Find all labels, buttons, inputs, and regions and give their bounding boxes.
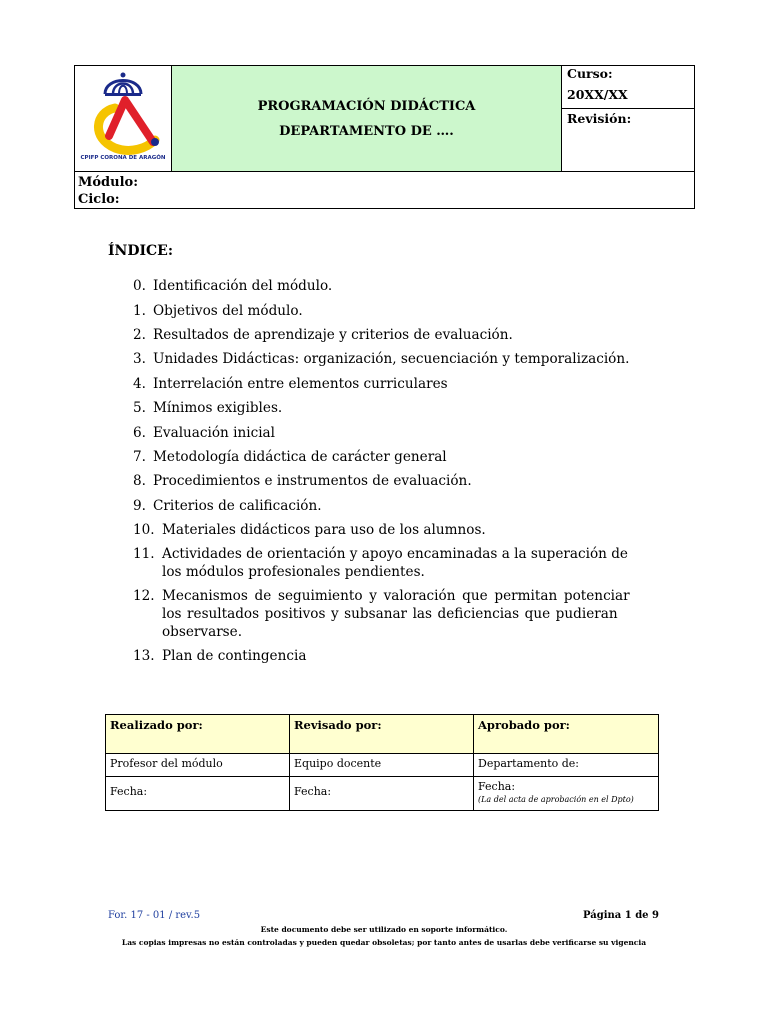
- index-item-number: 12.: [133, 588, 155, 604]
- realizado-fecha: Fecha:: [106, 777, 290, 810]
- index-item-text: Identificación del módulo.: [153, 278, 333, 294]
- revision-label: Revisión:: [567, 111, 632, 126]
- index-item-number: 6.: [133, 425, 146, 441]
- curso-value: 20XX/XX: [567, 87, 628, 102]
- index-title: ÍNDICE:: [108, 243, 174, 259]
- revisado-value: Equipo docente: [290, 754, 474, 777]
- index-item-text: Interrelación entre elementos curriculares: [153, 376, 448, 392]
- index-item-number: 5.: [133, 400, 146, 416]
- document-title-cell: [172, 66, 562, 171]
- index-item-number: 9.: [133, 498, 146, 514]
- index-item-text: Mínimos exigibles.: [153, 400, 283, 416]
- index-item-text: Mecanismos de seguimiento y valoración que permitan potenciar: [162, 588, 630, 604]
- fecha-note: (La del acta de aprobación en el Dpto): [478, 795, 634, 804]
- logo-text: CPIFP CORONA DE ARAGÓN: [80, 155, 166, 161]
- index-item-number: 10.: [133, 522, 155, 538]
- footer-note-2: Las copias impresas no están controladas y pueden quedar obsoletas; por tanto antes de usarlas debe verificarse su vigencia: [121, 938, 647, 947]
- revisado-header: Revisado por:: [290, 715, 474, 754]
- index-item-text: los módulos profesionales pendientes.: [162, 564, 425, 580]
- document-title: PROGRAMACIÓN DIDÁCTICA: [257, 99, 476, 114]
- index-item-number: 8.: [133, 473, 146, 489]
- index-item-text: Materiales didácticos para uso de los alumnos.: [162, 522, 486, 538]
- revision-cell: [562, 109, 695, 171]
- index-item-number: 4.: [133, 376, 146, 392]
- logo-cell: [75, 66, 172, 171]
- department-title: DEPARTAMENTO DE ….: [279, 124, 454, 139]
- footer-note-1: Este documento debe ser utilizado en soporte informático.: [260, 925, 508, 934]
- form-code: For. 17 - 01 / rev.5: [108, 910, 201, 921]
- index-item-text: los resultados positivos y subsanar las deficiencias que pudieran: [162, 606, 618, 622]
- curso-cell: [562, 66, 695, 109]
- index-item-text: Evaluación inicial: [153, 425, 275, 441]
- index-item-number: 13.: [133, 648, 155, 664]
- index-item-number: 2.: [133, 327, 146, 343]
- index-item-text: observarse.: [162, 624, 243, 640]
- approval-table: [105, 714, 659, 811]
- index-item-text: Resultados de aprendizaje y criterios de evaluación.: [153, 327, 513, 343]
- index-item-text: Plan de contingencia: [162, 648, 307, 664]
- realizado-header: Realizado por:: [106, 715, 290, 754]
- ciclo-label: Ciclo:: [78, 192, 120, 207]
- realizado-value: Profesor del módulo: [106, 754, 290, 777]
- curso-label: Curso:: [567, 66, 613, 81]
- index-item-number: 1.: [133, 303, 146, 319]
- modulo-label: Módulo:: [78, 175, 139, 190]
- revisado-fecha: Fecha:: [290, 777, 474, 810]
- index-item-number: 3.: [133, 351, 146, 367]
- aprobado-fecha: Fecha:: [478, 780, 516, 793]
- index-item-number: 11.: [133, 546, 155, 562]
- school-logo-icon: [75, 66, 171, 156]
- index-item-number: 7.: [133, 449, 146, 465]
- index-item-text: Actividades de orientación y apoyo encaminadas a la superación de: [162, 546, 628, 562]
- index-item-number: 0.: [133, 278, 146, 294]
- index-item-text: Objetivos del módulo.: [153, 303, 303, 319]
- index-item-text: Unidades Didácticas: organización, secuenciación y temporalización.: [153, 351, 630, 367]
- page-number: Página 1 de 9: [583, 910, 659, 921]
- index-item-text: Criterios de calificación.: [153, 498, 322, 514]
- index-item-text: Metodología didáctica de carácter general: [153, 449, 447, 465]
- aprobado-value: Departamento de:: [474, 754, 658, 777]
- document-header: [74, 65, 695, 209]
- index-item-text: Procedimientos e instrumentos de evaluación.: [153, 473, 472, 489]
- aprobado-fecha-cell: [474, 777, 658, 810]
- aprobado-header: Aprobado por:: [474, 715, 658, 754]
- module-cycle-row: [75, 171, 694, 209]
